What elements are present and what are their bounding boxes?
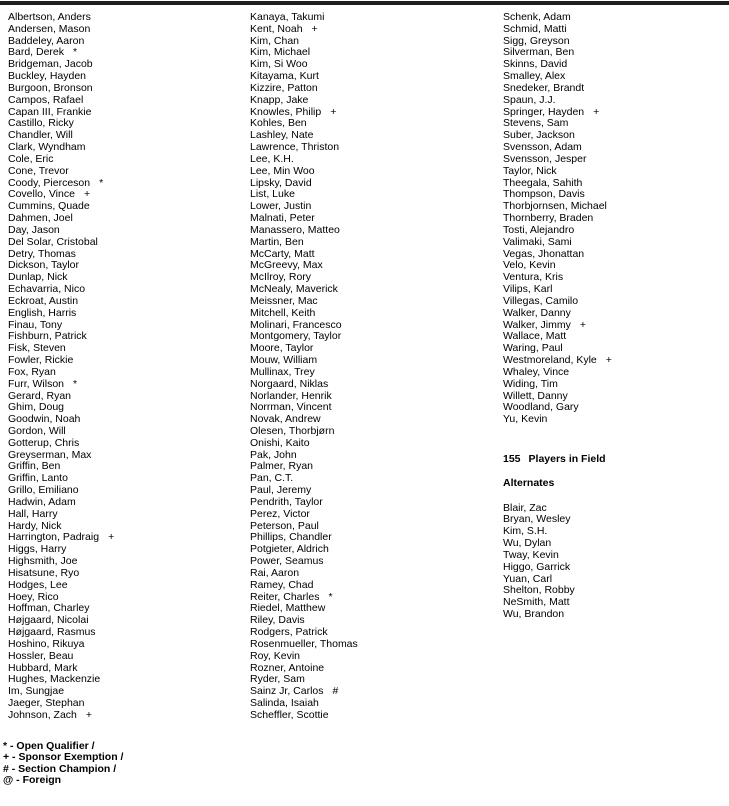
player-name: Hadwin, Adam: [8, 495, 76, 508]
player-list-1: [8, 12, 248, 722]
player-name: Hoshino, Rikuya: [8, 637, 85, 650]
player-name: Greyserman, Max: [8, 448, 92, 461]
player-symbol: +: [85, 708, 93, 721]
player-name: Knapp, Jake: [250, 93, 309, 106]
player-name: Kim, Chan: [250, 34, 300, 47]
player-name: Svensson, Adam: [503, 141, 582, 154]
player-name: Woodland, Gary: [503, 401, 579, 414]
alternates-heading: Alternates: [503, 476, 555, 489]
player-row: [8, 710, 248, 722]
symbol-legend: [3, 741, 123, 787]
player-name: Westmoreland, Kyle: [503, 354, 597, 367]
player-list-3: [503, 12, 727, 426]
player-name: Hoffman, Charley: [8, 602, 90, 615]
player-name: Svensson, Jesper: [503, 152, 587, 165]
player-name: Dahmen, Joel: [8, 212, 73, 225]
player-name: Clark, Wyndham: [8, 141, 86, 154]
player-name: Baddeley, Aaron: [8, 34, 85, 47]
player-name: Valimaki, Sami: [503, 235, 572, 248]
player-name: Skinns, David: [503, 58, 568, 71]
player-name: Ghim, Doug: [8, 401, 65, 414]
player-name: Im, Sungjae: [8, 685, 65, 698]
player-name: Buckley, Hayden: [8, 70, 87, 83]
player-name: Peterson, Paul: [250, 519, 319, 532]
player-name: Riley, Davis: [250, 614, 305, 627]
player-name: Tway, Kevin: [503, 548, 559, 561]
player-name: Gordon, Will: [8, 424, 66, 437]
player-symbol: *: [99, 176, 104, 189]
player-name: Kim, S.H.: [503, 525, 548, 538]
player-name: Sainz Jr, Carlos: [250, 685, 324, 698]
player-name: Finau, Tony: [8, 318, 63, 331]
player-name: Widing, Tim: [503, 377, 558, 390]
player-name: Phillips, Chandler: [250, 531, 332, 544]
legend-foreign: @ - Foreign: [3, 774, 62, 787]
player-name: Hodges, Lee: [8, 578, 68, 591]
top-rule: [0, 1, 729, 5]
player-name: Norlander, Henrik: [250, 389, 332, 402]
player-name: Hisatsune, Ryo: [8, 566, 80, 579]
player-name: NeSmith, Matt: [503, 596, 570, 609]
player-name: Echavarria, Nico: [8, 283, 86, 296]
player-name: Castillo, Ricky: [8, 117, 74, 130]
player-column-1: [8, 12, 248, 722]
player-name: Vegas, Jhonattan: [503, 247, 585, 260]
player-name: Griffin, Ben: [8, 460, 61, 473]
player-name: Bridgeman, Jacob: [8, 58, 93, 71]
player-name: Albertson, Anders: [8, 11, 91, 23]
player-name: Power, Seamus: [250, 555, 324, 568]
player-name: Pan, C.T.: [250, 472, 294, 485]
player-name: Vilips, Karl: [503, 283, 553, 296]
player-name: Bryan, Wesley: [503, 513, 571, 526]
player-name: Fisk, Steven: [8, 342, 66, 355]
player-name: Højgaard, Rasmus: [8, 626, 96, 639]
player-name: Olesen, Thorbjørn: [250, 424, 335, 437]
player-name: Lee, K.H.: [250, 152, 294, 165]
player-name: Malnati, Peter: [250, 212, 315, 225]
player-name: Mouw, William: [250, 354, 318, 367]
player-name: English, Harris: [8, 306, 77, 319]
player-symbol: *: [73, 46, 78, 59]
player-row: [250, 710, 500, 722]
player-name: Hughes, Mackenzie: [8, 673, 101, 686]
player-name: Waring, Paul: [503, 342, 563, 355]
player-column-2: [250, 12, 500, 722]
player-count: 155: [503, 452, 521, 465]
player-name: Grillo, Emiliano: [8, 484, 79, 497]
player-name: McGreevy, Max: [250, 259, 323, 272]
player-name: Theegala, Sahith: [503, 176, 583, 189]
player-name: Potgieter, Aldrich: [250, 543, 329, 556]
player-name: Schmid, Matti: [503, 22, 567, 35]
player-name: Spaun, J.J.: [503, 93, 556, 106]
legend-open-qualifier: * - Open Qualifier /: [3, 740, 95, 752]
player-name: Norgaard, Niklas: [250, 377, 329, 390]
player-name: Fox, Ryan: [8, 365, 56, 378]
player-name: Blair, Zac: [503, 501, 547, 514]
player-name: Højgaard, Nicolai: [8, 614, 89, 627]
player-name: Springer, Hayden: [503, 105, 585, 118]
player-name: Rodgers, Patrick: [250, 626, 328, 639]
player-name: Manassero, Matteo: [250, 223, 340, 236]
player-name: Gotterup, Chris: [8, 436, 80, 449]
player-name: Chandler, Will: [8, 129, 73, 142]
player-name: Thorbjornsen, Michael: [503, 200, 607, 213]
player-name: Yu, Kevin: [503, 413, 548, 426]
player-name: Hall, Harry: [8, 507, 58, 520]
player-name: Pendrith, Taylor: [250, 495, 323, 508]
player-name: Fowler, Rickie: [8, 354, 74, 367]
player-name: Goodwin, Noah: [8, 413, 81, 426]
player-name: Jaeger, Stephan: [8, 697, 85, 710]
player-name: Lawrence, Thriston: [250, 141, 340, 154]
player-name: Sigg, Greyson: [503, 34, 570, 47]
player-symbol: +: [605, 354, 612, 367]
player-name: Rosenmueller, Thomas: [250, 637, 358, 650]
player-name: Kanaya, Takumi: [250, 11, 325, 23]
player-name: Higgs, Harry: [8, 543, 67, 556]
player-name: Day, Jason: [8, 223, 60, 236]
player-name: Andersen, Mason: [8, 22, 91, 35]
player-name: Furr, Wilson: [8, 377, 65, 390]
player-name: Cummins, Quade: [8, 200, 90, 213]
player-name: Walker, Jimmy: [503, 318, 571, 331]
player-name: Moore, Taylor: [250, 342, 314, 355]
player-list-2: [250, 12, 500, 722]
player-name: Suber, Jackson: [503, 129, 575, 142]
player-name: Hardy, Nick: [8, 519, 62, 532]
player-name: Martin, Ben: [250, 235, 304, 248]
player-name: Rai, Aaron: [250, 566, 300, 579]
player-name: Silverman, Ben: [503, 46, 575, 59]
player-name: Willett, Danny: [503, 389, 568, 402]
player-name: Wu, Dylan: [503, 537, 552, 550]
player-row: [503, 414, 727, 426]
player-name: Griffin, Lanto: [8, 472, 68, 485]
player-name: Cole, Eric: [8, 152, 54, 165]
player-symbol: +: [330, 105, 337, 118]
player-row: [503, 609, 727, 621]
player-symbol: #: [332, 685, 339, 698]
player-name: Walker, Danny: [503, 306, 571, 319]
player-name: Lashley, Nate: [250, 129, 314, 142]
player-name: Norrman, Vincent: [250, 401, 332, 414]
player-name: Smalley, Alex: [503, 70, 566, 83]
player-name: Paul, Jeremy: [250, 484, 312, 497]
player-name: Montgomery, Taylor: [250, 330, 342, 343]
player-name: Dunlap, Nick: [8, 271, 68, 284]
player-name: Shelton, Robby: [503, 584, 575, 597]
player-name: Reiter, Charles: [250, 590, 320, 603]
player-name: Villegas, Camilo: [503, 294, 579, 307]
player-name: Pak, John: [250, 448, 297, 461]
player-name: Thompson, Davis: [503, 188, 585, 201]
legend-sponsor-exemption: + - Sponsor Exemption /: [3, 751, 124, 764]
player-name: Hubbard, Mark: [8, 661, 78, 674]
player-symbol: *: [73, 377, 78, 390]
player-column-3: [503, 12, 727, 621]
player-name: Johnson, Zach: [8, 708, 77, 721]
player-name: McIlroy, Rory: [250, 271, 312, 284]
player-name: Higgo, Garrick: [503, 560, 571, 573]
player-name: Molinari, Francesco: [250, 318, 342, 331]
player-name: McCarty, Matt: [250, 247, 315, 260]
player-symbol: +: [83, 188, 91, 201]
player-name: Kizzire, Patton: [250, 81, 318, 94]
player-name: Covello, Vince: [8, 188, 75, 201]
player-name: Lee, Min Woo: [250, 164, 315, 177]
player-name: Knowles, Philip: [250, 105, 322, 118]
player-name: List, Luke: [250, 188, 295, 201]
player-name: Stevens, Sam: [503, 117, 569, 130]
player-name: Rozner, Antoine: [250, 661, 325, 674]
player-name: Tosti, Alejandro: [503, 223, 575, 236]
player-symbol: +: [579, 318, 587, 331]
player-name: Hoey, Rico: [8, 590, 59, 603]
player-symbol: +: [593, 105, 600, 118]
player-name: Capan III, Frankie: [8, 105, 92, 118]
player-name: Highsmith, Joe: [8, 555, 78, 568]
player-name: Yuan, Carl: [503, 572, 553, 585]
player-name: Lipsky, David: [250, 176, 312, 189]
player-name: Palmer, Ryan: [250, 460, 314, 473]
player-name: Taylor, Nick: [503, 164, 557, 177]
player-name: Ryder, Sam: [250, 673, 305, 686]
player-name: Perez, Victor: [250, 507, 310, 520]
player-name: Fishburn, Patrick: [8, 330, 87, 343]
player-name: Harrington, Padraig: [8, 531, 100, 544]
player-name: Mitchell, Keith: [250, 306, 316, 319]
player-name: Wallace, Matt: [503, 330, 567, 343]
legend-section-champion: # - Section Champion /: [3, 762, 117, 775]
player-name: Roy, Kevin: [250, 649, 300, 662]
player-name: Gerard, Ryan: [8, 389, 72, 402]
alternates-list: [503, 503, 727, 621]
player-name: Detry, Thomas: [8, 247, 76, 260]
players-in-field-summary: [503, 454, 727, 466]
player-name: Hossler, Beau: [8, 649, 74, 662]
player-name: Meissner, Mac: [250, 294, 318, 307]
player-name: Kohles, Ben: [250, 117, 307, 130]
player-name: Novak, Andrew: [250, 413, 321, 426]
player-name: Cone, Trevor: [8, 164, 69, 177]
player-symbol: +: [108, 531, 115, 544]
player-name: Kent, Noah: [250, 22, 303, 35]
player-name: Del Solar, Cristobal: [8, 235, 98, 248]
player-name: Ramey, Chad: [250, 578, 314, 591]
player-name: Kim, Si Woo: [250, 58, 308, 71]
player-name: Whaley, Vince: [503, 365, 570, 378]
player-symbol: +: [311, 22, 318, 35]
players-in-field-label: Players in Field: [528, 452, 606, 465]
player-name: Ventura, Kris: [503, 271, 564, 284]
player-name: Campos, Rafael: [8, 93, 84, 106]
player-name: Schenk, Adam: [503, 11, 571, 23]
player-name: Kim, Michael: [250, 46, 311, 59]
player-name: Thornberry, Braden: [503, 212, 594, 225]
player-name: Riedel, Matthew: [250, 602, 326, 615]
player-name: Mullinax, Trey: [250, 365, 315, 378]
player-name: Lower, Justin: [250, 200, 312, 213]
player-name: Salinda, Isaiah: [250, 697, 319, 710]
player-name: Onishi, Kaito: [250, 436, 310, 449]
player-name: Coody, Pierceson: [8, 176, 91, 189]
player-name: Velo, Kevin: [503, 259, 556, 272]
player-name: Scheffler, Scottie: [250, 708, 329, 721]
player-name: Eckroat, Austin: [8, 294, 79, 307]
player-symbol: *: [328, 590, 333, 603]
player-name: Snedeker, Brandt: [503, 81, 585, 94]
player-name: Wu, Brandon: [503, 608, 565, 621]
player-name: Burgoon, Bronson: [8, 81, 93, 94]
player-name: Kitayama, Kurt: [250, 70, 319, 83]
player-name: Dickson, Taylor: [8, 259, 79, 272]
player-name: McNealy, Maverick: [250, 283, 338, 296]
player-name: Bard, Derek: [8, 46, 65, 59]
